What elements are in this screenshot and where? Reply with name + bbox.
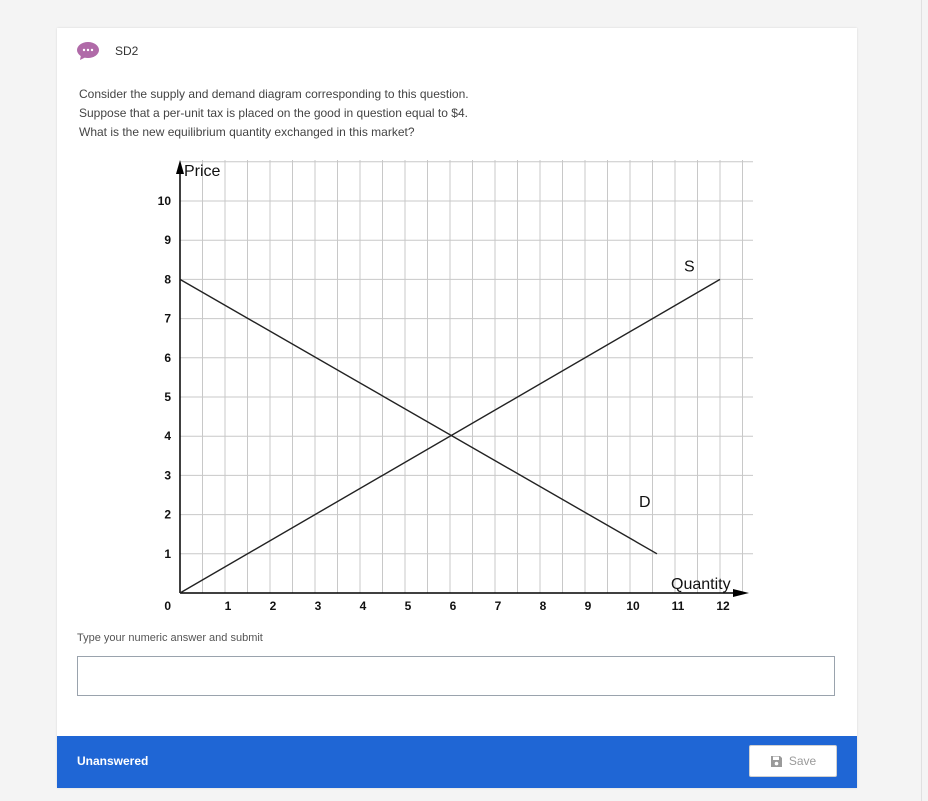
y-tick-label: 3 — [164, 468, 171, 483]
scrollbar-track[interactable] — [921, 0, 922, 801]
y-tick-label: 10 — [157, 194, 171, 208]
y-tick-label: 9 — [164, 233, 171, 248]
x-tick-label: 8 — [539, 599, 547, 613]
y-tick-label: 1 — [164, 546, 171, 561]
y-axis-label: Price — [184, 163, 221, 180]
y-tick-label: 5 — [164, 390, 171, 404]
x-axis-arrow — [733, 589, 749, 597]
x-tick-label: 5 — [404, 599, 412, 613]
x-tick-label: 12 — [716, 599, 730, 613]
x-axis-label: Quantity — [671, 576, 731, 593]
supply-demand-chart — [57, 28, 857, 628]
floppy-disk-icon — [770, 755, 783, 768]
x-tick-label: 2 — [269, 599, 277, 613]
y-tick-label: 2 — [164, 507, 171, 522]
status-text: Unanswered — [77, 754, 149, 768]
curve-label-s: S — [684, 258, 695, 276]
question-line-2: Suppose that a per-unit tax is placed on the good in question equal to $4. — [79, 106, 468, 120]
card-title: SD2 — [115, 44, 139, 58]
y-tick-label: 6 — [164, 350, 171, 365]
card-footer — [57, 736, 857, 788]
y-tick-label: 4 — [164, 429, 171, 444]
x-tick-label: 7 — [494, 599, 502, 613]
save-button[interactable] — [749, 745, 837, 777]
x-tick-label: 9 — [584, 599, 592, 613]
question-line-1: Consider the supply and demand diagram corresponding to this question. — [79, 87, 469, 101]
x-tick-label: 10 — [626, 599, 640, 613]
curve-label-d: D — [639, 493, 651, 511]
x-tick-label: 3 — [314, 599, 322, 613]
x-tick-label: 1 — [224, 599, 232, 613]
origin-label: 0 — [164, 599, 171, 613]
save-button-label: Save — [788, 754, 817, 768]
question-card — [57, 28, 857, 788]
x-tick-label: 6 — [449, 599, 457, 613]
answer-input[interactable] — [77, 656, 835, 696]
x-tick-label: 11 — [671, 599, 685, 613]
question-line-3: What is the new equilibrium quantity exchanged in this market? — [79, 125, 415, 139]
y-tick-label: 8 — [164, 272, 171, 287]
answer-prompt: Type your numeric answer and submit — [77, 632, 263, 644]
y-tick-label: 7 — [164, 311, 171, 326]
x-tick-label: 4 — [359, 599, 367, 613]
